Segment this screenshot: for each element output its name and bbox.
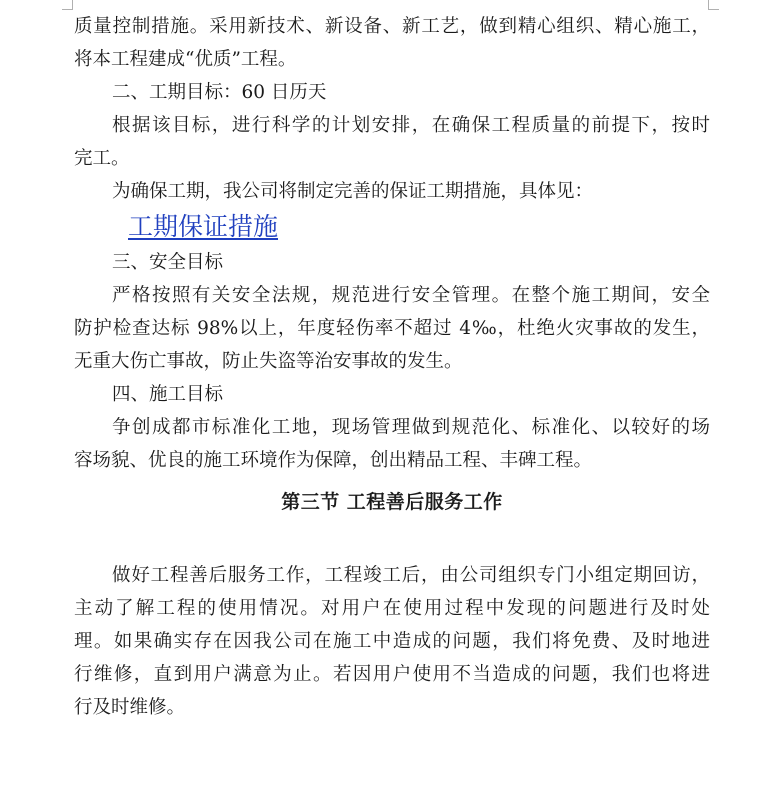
paragraph-schedule-measures: 为确保工期，我公司将制定完善的保证工期措施，具体见： [112,181,594,202]
text-line: 做好工程善后服务工作，工程竣工后，由公司组织专门小组定期回访， [112,565,710,586]
schedule-measures-link-heading [74,208,710,246]
text-line: 完工。 [74,148,130,169]
paragraph-construction [74,411,710,477]
schedule-measures-link[interactable]: 工期保证措施 [128,212,279,241]
text-line: 理。如果确实存在因我公司在施工中造成的问题，我们将免费、及时地进 [74,631,710,652]
section-title: 第三节 工程善后服务工作 [281,491,503,513]
paragraph-quality [74,10,710,76]
text-line: 质量控制措施。采用新技术、新设备、新工艺，做到精心组织、精心施工， [74,16,710,37]
heading-safety-goal: 三、安全目标 [112,252,224,273]
text-line: 行及时维修。 [74,697,186,718]
text-line: 防护检查达标 98%以上，年度轻伤率不超过 4‰，杜绝火灾事故的发生， [74,318,710,339]
paragraph-schedule [74,109,710,175]
paragraph-after-service [74,559,710,724]
text-line: 行维修，直到用户满意为止。若因用户使用不当造成的问题，我们也将进 [74,664,710,685]
heading-schedule-goal: 二、工期目标：60 日历天 [112,82,327,103]
page-corner-mark-right [708,0,719,10]
paragraph-safety [74,279,710,378]
text-line: 主动了解工程的使用情况。对用户在使用过程中发现的问题进行及时处 [74,598,710,619]
text-line: 严格按照有关安全法规，规范进行安全管理。在整个施工期间，安全 [112,285,710,306]
text-line: 争创成都市标准化工地，现场管理做到规范化、标准化、以较好的场 [112,417,710,438]
text-line: 将本工程建成“优质”工程。 [74,49,297,70]
text-line: 根据该目标，进行科学的计划安排，在确保工程质量的前提下，按时 [112,115,710,136]
text-line: 容场貌、优良的施工环境作为保障，创出精品工程、丰碑工程。 [74,450,593,471]
page-corner-mark-left [62,0,73,10]
text-line: 无重大伤亡事故，防止失盗等治安事故的发生。 [74,351,463,372]
heading-construction-goal: 四、施工目标 [112,384,224,405]
document-page [74,10,710,724]
